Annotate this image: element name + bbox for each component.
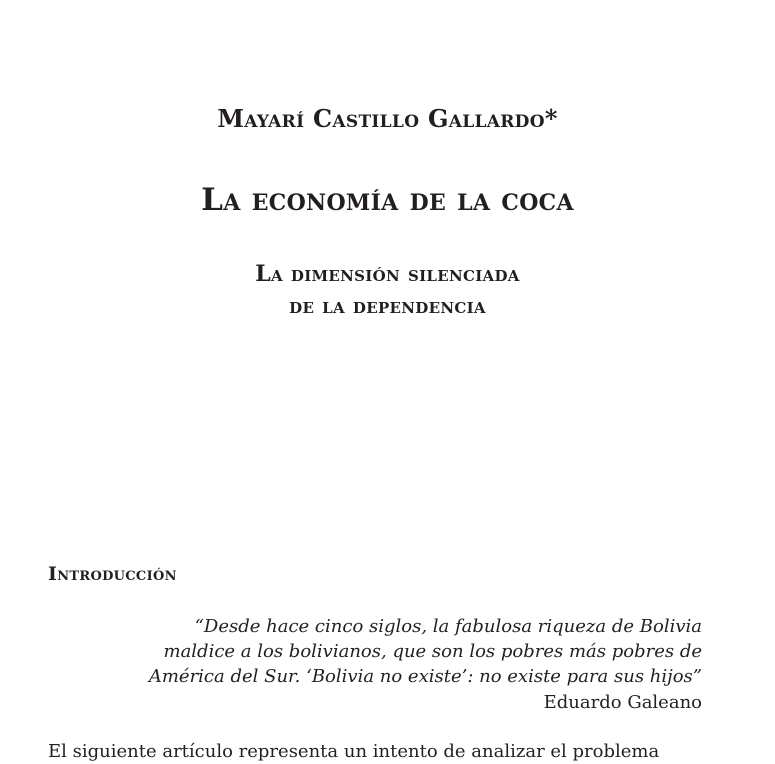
subtitle-line: de la dependencia	[289, 293, 486, 319]
section-heading: Introducción	[48, 563, 177, 585]
epigraph-attribution: Eduardo Galeano	[543, 692, 702, 713]
author-name: Mayarí Castillo Gallardo*	[217, 104, 558, 133]
epigraph-line: maldice a los bolivianos, que son los pobres más pobres de	[163, 641, 702, 662]
epigraph-line: “Desde hace cinco siglos, la fabulosa riqueza de Bolivia	[194, 616, 702, 637]
article-title: La economía de la coca	[201, 182, 574, 218]
epigraph-quote	[102, 614, 702, 689]
epigraph-line: América del Sur. ‘Bolivia no existe’: no existe para sus hijos”	[148, 666, 702, 687]
subtitle-line: La dimensión silenciada	[255, 261, 520, 287]
body-paragraph: El siguiente artículo representa un intento de analizar el problema	[48, 741, 660, 762]
article-subtitle	[0, 258, 775, 322]
